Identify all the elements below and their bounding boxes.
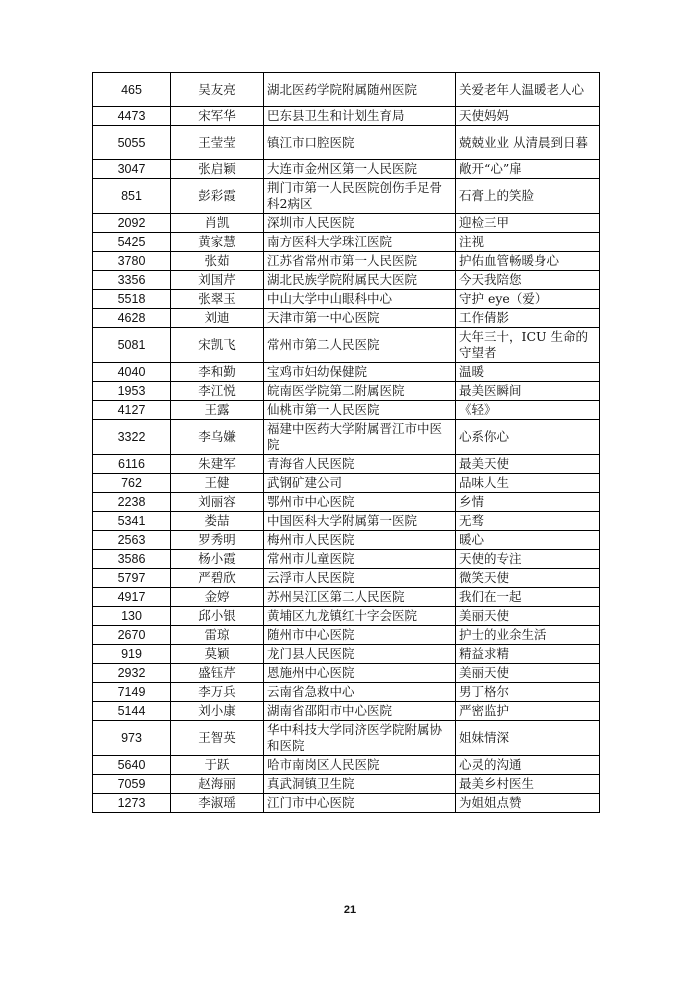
entry-title-cell: 微笑天使 xyxy=(456,569,600,588)
entry-name-cell: 肖凯 xyxy=(171,214,264,233)
entry-organization-cell: 湖南省邵阳市中心医院 xyxy=(264,702,456,721)
entry-id-cell: 5081 xyxy=(93,328,171,363)
entry-id-cell: 7059 xyxy=(93,775,171,794)
entry-name-cell: 王智英 xyxy=(171,721,264,756)
entry-name-cell: 李和勤 xyxy=(171,363,264,382)
entry-title-cell: 美丽天使 xyxy=(456,607,600,626)
entry-organization-cell: 真武洞镇卫生院 xyxy=(264,775,456,794)
entries-table xyxy=(92,72,600,813)
entry-title-cell: 心灵的沟通 xyxy=(456,756,600,775)
entry-title-cell: 无骛 xyxy=(456,512,600,531)
entry-title-cell: 护士的业余生活 xyxy=(456,626,600,645)
table-row xyxy=(93,420,600,455)
entry-organization-cell: 天津市第一中心医院 xyxy=(264,309,456,328)
entry-name-cell: 娄喆 xyxy=(171,512,264,531)
entry-name-cell: 彭彩霞 xyxy=(171,179,264,214)
entry-title-cell: 《轻》 xyxy=(456,401,600,420)
entry-name-cell: 盛钰芹 xyxy=(171,664,264,683)
entry-organization-cell: 中国医科大学附属第一医院 xyxy=(264,512,456,531)
table-row xyxy=(93,382,600,401)
entry-name-cell: 宋凯飞 xyxy=(171,328,264,363)
entry-id-cell: 7149 xyxy=(93,683,171,702)
entry-title-cell: 暖心 xyxy=(456,531,600,550)
entry-id-cell: 4040 xyxy=(93,363,171,382)
entry-name-cell: 刘丽容 xyxy=(171,493,264,512)
table-row xyxy=(93,569,600,588)
entry-title-cell: 兢兢业业 从清晨到日暮 xyxy=(456,126,600,160)
entry-id-cell: 5640 xyxy=(93,756,171,775)
entry-name-cell: 朱建军 xyxy=(171,455,264,474)
entry-id-cell: 2238 xyxy=(93,493,171,512)
table-row xyxy=(93,702,600,721)
entry-name-cell: 王露 xyxy=(171,401,264,420)
entry-name-cell: 邱小银 xyxy=(171,607,264,626)
table-row xyxy=(93,363,600,382)
table-row xyxy=(93,328,600,363)
table-row xyxy=(93,721,600,756)
entry-title-cell: 心系你心 xyxy=(456,420,600,455)
entry-name-cell: 张翠玉 xyxy=(171,290,264,309)
entry-organization-cell: 湖北民族学院附属民大医院 xyxy=(264,271,456,290)
entry-organization-cell: 大连市金州区第一人民医院 xyxy=(264,160,456,179)
entry-id-cell: 2670 xyxy=(93,626,171,645)
entry-title-cell: 品味人生 xyxy=(456,474,600,493)
table-row xyxy=(93,550,600,569)
table-row xyxy=(93,645,600,664)
entry-organization-cell: 龙门县人民医院 xyxy=(264,645,456,664)
entry-organization-cell: 湖北医药学院附属随州医院 xyxy=(264,73,456,107)
table-row xyxy=(93,683,600,702)
entry-id-cell: 3780 xyxy=(93,252,171,271)
entry-name-cell: 雷琼 xyxy=(171,626,264,645)
entry-id-cell: 1273 xyxy=(93,794,171,813)
table-row xyxy=(93,588,600,607)
entry-title-cell: 护佑血管畅暖身心 xyxy=(456,252,600,271)
table-row xyxy=(93,179,600,214)
entry-id-cell: 5425 xyxy=(93,233,171,252)
table-row xyxy=(93,214,600,233)
entry-organization-cell: 宝鸡市妇幼保健院 xyxy=(264,363,456,382)
entry-id-cell: 4917 xyxy=(93,588,171,607)
entry-organization-cell: 福建中医药大学附属晋江市中医院 xyxy=(264,420,456,455)
entry-name-cell: 刘小康 xyxy=(171,702,264,721)
entry-id-cell: 5341 xyxy=(93,512,171,531)
entry-id-cell: 465 xyxy=(93,73,171,107)
entry-organization-cell: 梅州市人民医院 xyxy=(264,531,456,550)
entry-name-cell: 吴友亮 xyxy=(171,73,264,107)
entry-organization-cell: 苏州吴江区第二人民医院 xyxy=(264,588,456,607)
entry-organization-cell: 常州市儿童医院 xyxy=(264,550,456,569)
entry-title-cell: 为姐姐点赞 xyxy=(456,794,600,813)
entry-id-cell: 3586 xyxy=(93,550,171,569)
entry-organization-cell: 巴东县卫生和计划生育局 xyxy=(264,107,456,126)
table-row xyxy=(93,775,600,794)
entry-title-cell: 迎检三甲 xyxy=(456,214,600,233)
entry-name-cell: 杨小霞 xyxy=(171,550,264,569)
table-row xyxy=(93,756,600,775)
entry-title-cell: 最美医瞬间 xyxy=(456,382,600,401)
entry-id-cell: 762 xyxy=(93,474,171,493)
table-row xyxy=(93,271,600,290)
table-row xyxy=(93,607,600,626)
entry-id-cell: 5144 xyxy=(93,702,171,721)
entry-id-cell: 1953 xyxy=(93,382,171,401)
table-row xyxy=(93,160,600,179)
table-row xyxy=(93,309,600,328)
entry-organization-cell: 皖南医学院第二附属医院 xyxy=(264,382,456,401)
entry-name-cell: 刘迪 xyxy=(171,309,264,328)
table-row xyxy=(93,626,600,645)
table-row xyxy=(93,107,600,126)
entry-organization-cell: 荆门市第一人民医院创伤手足骨科2病区 xyxy=(264,179,456,214)
entry-id-cell: 4127 xyxy=(93,401,171,420)
entry-organization-cell: 黄埔区九龙镇红十字会医院 xyxy=(264,607,456,626)
entry-title-cell: 关爱老年人温暖老人心 xyxy=(456,73,600,107)
entry-organization-cell: 仙桃市第一人民医院 xyxy=(264,401,456,420)
entry-organization-cell: 恩施州中心医院 xyxy=(264,664,456,683)
entry-title-cell: 精益求精 xyxy=(456,645,600,664)
entry-name-cell: 张启颖 xyxy=(171,160,264,179)
entry-id-cell: 5797 xyxy=(93,569,171,588)
entry-title-cell: 天使的专注 xyxy=(456,550,600,569)
table-row xyxy=(93,401,600,420)
entry-name-cell: 李万兵 xyxy=(171,683,264,702)
entry-organization-cell: 随州市中心医院 xyxy=(264,626,456,645)
entry-name-cell: 黄家慧 xyxy=(171,233,264,252)
entry-id-cell: 3356 xyxy=(93,271,171,290)
entry-id-cell: 6116 xyxy=(93,455,171,474)
entry-organization-cell: 江苏省常州市第一人民医院 xyxy=(264,252,456,271)
table-row xyxy=(93,233,600,252)
entry-title-cell: 注视 xyxy=(456,233,600,252)
entry-id-cell: 2563 xyxy=(93,531,171,550)
entry-title-cell: 严密监护 xyxy=(456,702,600,721)
entry-organization-cell: 华中科技大学同济医学院附属协和医院 xyxy=(264,721,456,756)
entry-id-cell: 3047 xyxy=(93,160,171,179)
entry-name-cell: 李江悦 xyxy=(171,382,264,401)
table-row xyxy=(93,126,600,160)
entry-title-cell: 男丁格尔 xyxy=(456,683,600,702)
entry-title-cell: 温暖 xyxy=(456,363,600,382)
entry-organization-cell: 江门市中心医院 xyxy=(264,794,456,813)
entry-id-cell: 5055 xyxy=(93,126,171,160)
entry-id-cell: 2092 xyxy=(93,214,171,233)
entry-organization-cell: 常州市第二人民医院 xyxy=(264,328,456,363)
table-row xyxy=(93,290,600,309)
entry-organization-cell: 哈市南岗区人民医院 xyxy=(264,756,456,775)
table-row xyxy=(93,664,600,683)
entry-title-cell: 最美天使 xyxy=(456,455,600,474)
entry-name-cell: 王莹莹 xyxy=(171,126,264,160)
table-row xyxy=(93,512,600,531)
entry-id-cell: 851 xyxy=(93,179,171,214)
table-row xyxy=(93,73,600,107)
entry-title-cell: 我们在一起 xyxy=(456,588,600,607)
entry-id-cell: 5518 xyxy=(93,290,171,309)
entry-title-cell: 工作倩影 xyxy=(456,309,600,328)
table-row xyxy=(93,531,600,550)
entry-organization-cell: 南方医科大学珠江医院 xyxy=(264,233,456,252)
entry-id-cell: 3322 xyxy=(93,420,171,455)
entry-name-cell: 于跃 xyxy=(171,756,264,775)
entry-name-cell: 莫颖 xyxy=(171,645,264,664)
page-number: 21 xyxy=(343,904,357,916)
table-row xyxy=(93,474,600,493)
entry-organization-cell: 云南省急救中心 xyxy=(264,683,456,702)
entry-name-cell: 张茹 xyxy=(171,252,264,271)
entry-name-cell: 金婷 xyxy=(171,588,264,607)
entry-id-cell: 2932 xyxy=(93,664,171,683)
entry-name-cell: 罗秀明 xyxy=(171,531,264,550)
table-row xyxy=(93,455,600,474)
entry-organization-cell: 青海省人民医院 xyxy=(264,455,456,474)
entry-id-cell: 973 xyxy=(93,721,171,756)
entry-title-cell: 最美乡村医生 xyxy=(456,775,600,794)
entry-name-cell: 李乌嫌 xyxy=(171,420,264,455)
entry-organization-cell: 中山大学中山眼科中心 xyxy=(264,290,456,309)
entry-title-cell: 今天我陪您 xyxy=(456,271,600,290)
entry-title-cell: 乡情 xyxy=(456,493,600,512)
entry-title-cell: 姐妹情深 xyxy=(456,721,600,756)
entry-name-cell: 宋军华 xyxy=(171,107,264,126)
entry-id-cell: 919 xyxy=(93,645,171,664)
entry-organization-cell: 鄂州市中心医院 xyxy=(264,493,456,512)
entry-name-cell: 赵海丽 xyxy=(171,775,264,794)
entry-organization-cell: 镇江市口腔医院 xyxy=(264,126,456,160)
entry-title-cell: 天使妈妈 xyxy=(456,107,600,126)
entry-name-cell: 刘国芹 xyxy=(171,271,264,290)
entry-title-cell: 敞开“心”扉 xyxy=(456,160,600,179)
entry-id-cell: 130 xyxy=(93,607,171,626)
entry-title-cell: 大年三十，ICU 生命的守望者 xyxy=(456,328,600,363)
entry-id-cell: 4628 xyxy=(93,309,171,328)
table-row xyxy=(93,252,600,271)
entry-name-cell: 李淑瑶 xyxy=(171,794,264,813)
entry-organization-cell: 武钢矿建公司 xyxy=(264,474,456,493)
entry-organization-cell: 深圳市人民医院 xyxy=(264,214,456,233)
entry-id-cell: 4473 xyxy=(93,107,171,126)
table-row xyxy=(93,493,600,512)
table-row xyxy=(93,794,600,813)
entry-title-cell: 守护 eye（爱） xyxy=(456,290,600,309)
entry-title-cell: 美丽天使 xyxy=(456,664,600,683)
entry-name-cell: 严碧欣 xyxy=(171,569,264,588)
entry-title-cell: 石膏上的笑脸 xyxy=(456,179,600,214)
entry-organization-cell: 云浮市人民医院 xyxy=(264,569,456,588)
entries-table-body xyxy=(93,73,600,813)
entry-name-cell: 王健 xyxy=(171,474,264,493)
